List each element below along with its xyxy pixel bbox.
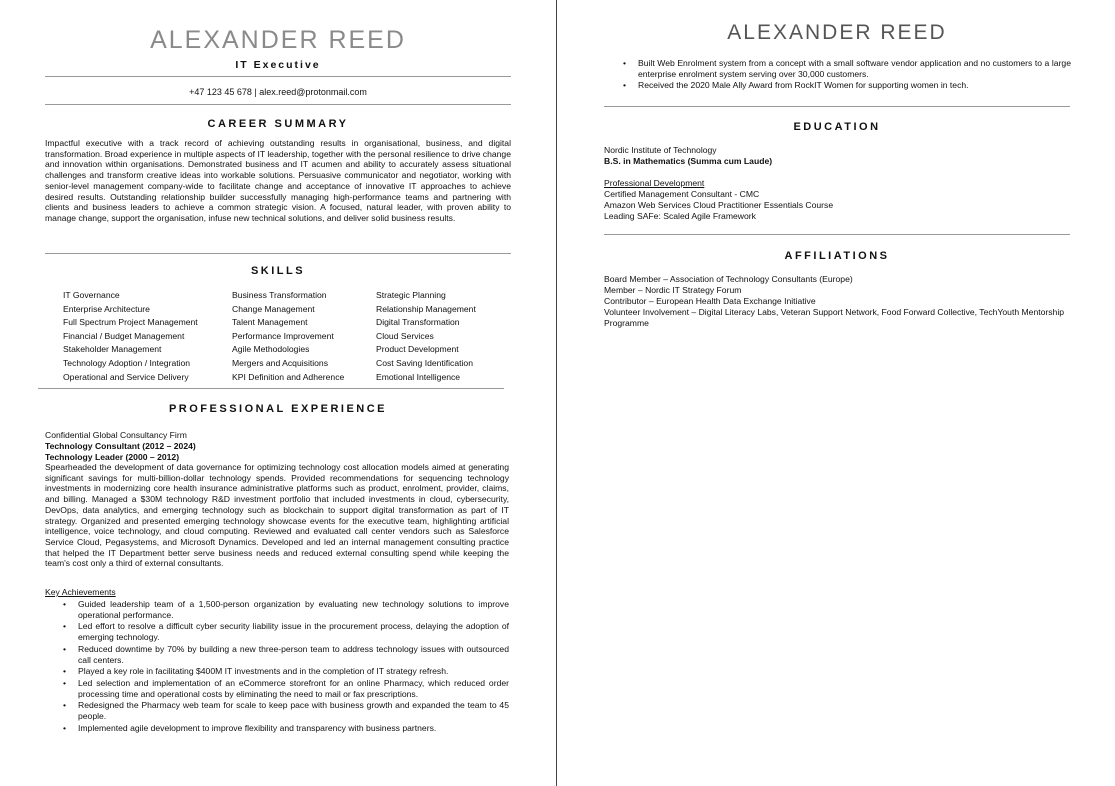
skills-column-2 [232, 289, 344, 384]
skill-item: Strategic Planning [376, 290, 446, 300]
skill-item: Agile Methodologies [232, 344, 310, 355]
skill-item: Business Transformation [232, 290, 327, 300]
skill-item: Emotional Intelligence [376, 371, 461, 382]
career-summary-text: Impactful executive with a track record of achieving outstanding results in organisational, business, and digital transformation. Broad experience in multiple aspects of IT leadership, together with the personal resilience to drive change and innovation within organisations. Demonstrated business and IT acumen and ability to accurately assess situational challenges and transform creative ideas into workable solutions. Persuasive communicator and negotiator, working with senior-level management company-wide to facilitate change and acceptance of innovative IT approaches to achieve desired results. Outstanding relationship builder successfully managing high-performance teams and partnering with clients and business leaders to achieve a common strategic vision. A focused, natural leader, with proven ability to manage change, support the organisation, infuse new technical solutions, and deliver solid business results. [45, 138, 511, 223]
experience-description: Spearheaded the development of data governance for optimizing technology cost allocation models aimed at generating significant savings for multi-billion-dollar technology spends. Provided recommendations for sequencing technology investments in modernizing core health insurance administrative platforms such as product, enrolment, provider, claims, and billing. Managed a $30M technology R&D investment portfolio that included investments in cloud, cybersecurity, DevOps, data analytics, and emerging technology such as blockchain to support digital transformation as part of IT strategy. Organized and presented emerging technology showcase events for the executive team, highlighting artificial intelligence, voice technology, and cloud computing. Reviewed and evaluated call center vendors such as Salesforce Service Cloud, Pegasystems, and Microsoft Dynamics. Developed and led an internal management consulting practice that helped the IT Department better serve business needs and reduced external consulting spend while keeping the team's cost only a third of external consultants. [45, 462, 509, 569]
career-summary-heading: CAREER SUMMARY [207, 118, 349, 130]
skill-item: Cloud Services [376, 330, 434, 341]
resume-page-2 [558, 0, 1115, 786]
skill-item: Technology Adoption / Integration [63, 357, 191, 368]
achievements-list [61, 599, 509, 734]
resume-page-1 [0, 0, 556, 786]
page2-rule-1 [604, 106, 1070, 107]
experience-heading: PROFESSIONAL EXPERIENCE [168, 403, 388, 415]
skill-item: KPI Definition and Adherence [232, 371, 345, 382]
affiliation-item: Member – Nordic IT Strategy Forum [604, 284, 742, 295]
company-name: Confidential Global Consultancy Firm [45, 430, 187, 440]
key-achievements-label: Key Achievements [45, 587, 116, 597]
education-heading: EDUCATION [793, 121, 881, 133]
list-item: • Redesigned the Pharmacy web team for scale to keep pace with business growth and expanded the team to 45 people. [61, 700, 509, 721]
skill-item: Mergers and Acquisitions [232, 357, 329, 368]
skills-heading: SKILLS [250, 265, 306, 277]
skill-item: Cost Saving Identification [376, 357, 473, 368]
degree: B.S. in Mathematics (Summa cum Laude) [604, 155, 773, 166]
contact-info: +47 123 45 678 | alex.reed@protonmail.com [189, 87, 367, 97]
skills-column-1 [63, 289, 198, 384]
affiliation-item: Contributor – European Health Data Exchange Initiative [604, 295, 816, 306]
role-title-2: Technology Leader (2000 – 2012) [45, 452, 180, 462]
skill-item: Enterprise Architecture [63, 303, 150, 314]
skill-item: Performance Improvement [232, 330, 334, 341]
affiliations-heading: AFFILIATIONS [784, 250, 890, 262]
summary-rule [45, 253, 511, 254]
list-item: • Received the 2020 Male Ally Award from RockIT Women for supporting women in tech. [621, 80, 1071, 91]
skill-item: Operational and Service Delivery [63, 371, 189, 382]
role-title-1: Technology Consultant (2012 – 2024) [45, 441, 196, 451]
pd-item: Certified Management Consultant - CMC [604, 188, 760, 199]
skills-rule [38, 388, 504, 389]
professional-development-label: Professional Development [604, 177, 705, 188]
page-divider [556, 0, 557, 786]
education-block [604, 145, 833, 221]
header-rule-top [45, 76, 511, 77]
list-item: • Built Web Enrolment system from a concept with a small software vendor application and no customers to a large enterprise enrolment system serving over 30,000 customers. [621, 58, 1071, 79]
affiliation-item: Volunteer Involvement – Digital Literacy Labs, Veteran Support Network, Food Forward Collective, TechYouth Mentorship Programme [604, 306, 1065, 328]
candidate-name: ALEXANDER REED [150, 26, 406, 54]
list-item: • Led selection and implementation of an eCommerce storefront for an online Pharmacy, which reduced order processing time and operational costs by eliminating the need to mail or fax prescriptions. [61, 678, 509, 699]
skills-column-3 [376, 289, 476, 384]
list-item: • Reduced downtime by 70% by building a new three-person team to address technology issues with outsourced call centers. [61, 644, 509, 665]
list-item: • Guided leadership team of a 1,500-person organization by evaluating new technology solutions to improve operational performance. [61, 599, 509, 620]
list-item: • Implemented agile development to improve flexibility and transparency with business partners. [61, 723, 509, 734]
affiliations-block [604, 274, 1070, 329]
header-rule-bottom [45, 104, 511, 105]
skill-item: IT Governance [63, 290, 120, 300]
continued-achievements-list [621, 58, 1071, 92]
skill-item: Product Development [376, 344, 459, 355]
skill-item: Change Management [232, 303, 315, 314]
skill-item: Relationship Management [376, 303, 476, 314]
skill-item: Digital Transformation [376, 317, 460, 328]
skill-item: Stakeholder Management [63, 344, 162, 355]
skill-item: Talent Management [232, 317, 308, 328]
page2-rule-2 [604, 234, 1070, 235]
pd-item: Amazon Web Services Cloud Practitioner Essentials Course [604, 199, 834, 210]
candidate-name: ALEXANDER REED [727, 21, 947, 44]
pd-item: Leading SAFe: Scaled Agile Framework [604, 210, 756, 221]
skill-item: Full Spectrum Project Management [63, 317, 198, 328]
candidate-title: IT Executive [235, 59, 321, 71]
skill-item: Financial / Budget Management [63, 330, 185, 341]
list-item: • Led effort to resolve a difficult cyber security liability issue in the procurement process, delaying the adoption of emerging technology. [61, 621, 509, 642]
affiliation-item: Board Member – Association of Technology Consultants (Europe) [604, 274, 853, 284]
institution-name: Nordic Institute of Technology [604, 145, 717, 155]
list-item: • Played a key role in facilitating $400M IT investments and in the completion of IT strategy refresh. [61, 666, 509, 677]
